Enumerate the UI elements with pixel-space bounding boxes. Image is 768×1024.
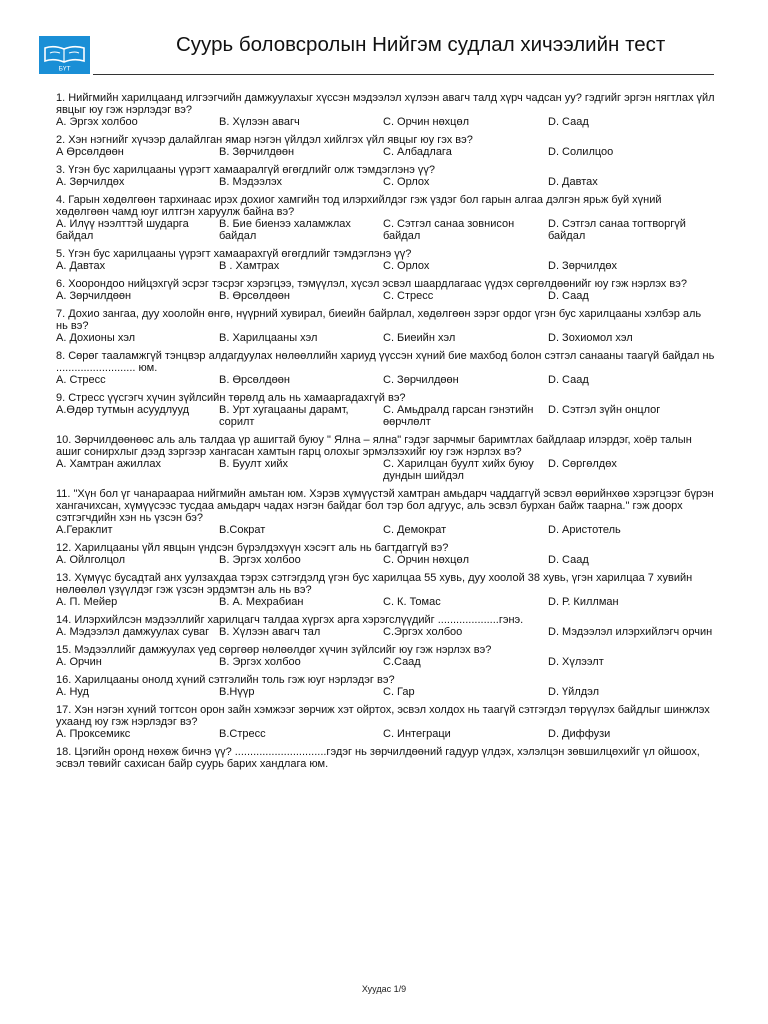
- answer-options: [56, 656, 716, 668]
- answer-option: А. Зөрчилдөх: [56, 176, 125, 188]
- page-number: Хуудас 1/9: [361, 984, 407, 994]
- answer-options: [56, 332, 716, 344]
- answer-option: А. Давтах: [56, 260, 106, 272]
- answer-option: В. Хүлээн авагч тал: [219, 626, 321, 638]
- answer-options: [56, 626, 716, 638]
- answer-option: D. Сэтгэл санаа тогтворгүй байдал: [548, 218, 686, 242]
- answer-option: С. Стресс: [383, 290, 434, 302]
- question-text: 10. Зөрчилдөөнөөс аль аль талдаа үр ашигтай буюу " Ялна – ялна" гэдэг зарчмыг баримтлах байдлаар илэрдэг, хоёр талын ашиг сонирхлыг дээд зэргээр хангасан хамтын гарц олохыг эрмэлзэхийг юу гэж нэрлэх вэ?: [56, 434, 692, 458]
- answer-option: С. Биеийн хэл: [383, 332, 456, 344]
- question-item: [56, 542, 716, 566]
- answer-option: D. Солилцоо: [548, 146, 614, 158]
- page-title: Суурь боловсролын Нийгэм судлал хичээлийн тест: [176, 33, 666, 56]
- answer-option: А. Мэдээлэл дамжуулах суваг: [56, 626, 210, 638]
- answer-option: В.Стресс: [219, 728, 266, 740]
- answer-options: [56, 596, 716, 608]
- answer-options: [56, 458, 716, 482]
- answer-option: D. Р. Киллман: [548, 596, 619, 608]
- answer-option: D. Үйлдэл: [548, 686, 600, 698]
- question-list: [56, 92, 716, 776]
- question-item: [56, 194, 716, 242]
- answer-options: [56, 146, 716, 158]
- question-item: [56, 704, 716, 740]
- question-text: 13. Хүмүүс бусадтай анх уулзахдаа тэрэх сэтгэгдэлд үгэн бус харилцаа 55 хувь, дуу хоолой 38 хувь, үгэн харилцаа 7 хувийн нөлөөлөл үзүүлдэг гэж үзсэн эрдэмтэн аль нь вэ?: [56, 572, 693, 596]
- question-item: [56, 134, 716, 158]
- answer-option: С.Саад: [383, 656, 421, 668]
- answer-option: С. Орлох: [383, 260, 430, 272]
- answer-option: А. Эргэх холбоо: [56, 116, 138, 128]
- answer-option: D. Аристотель: [548, 524, 621, 536]
- question-text: 1. Нийгмийн харилцаанд илгээгчийн дамжуулахыг хүссэн мэдээлэл хүлээн авагч талд хүрч чадсан уу? гэдгийг эргэн нягтлах үйл явцыг юу гэж нэрлэдэг вэ?: [56, 92, 715, 116]
- question-item: [56, 572, 716, 608]
- question-text: 18. Цэгийн оронд нөхөж бичнэ үү? ..............................гэдэг нь зөрчилдөөний гадуур үлдэх, хэлэлцэн зөвшилцөхийг үл ойшоох, эсвэл төвийг сахисан байр суурь барих хандлага юм.: [56, 746, 700, 770]
- answer-options: [56, 176, 716, 188]
- question-text: 3. Үгэн бус харилцааны үүрэгт хамааралгүй өгөгдлийг олж тэмдэглэнэ үү?: [56, 164, 436, 176]
- answer-option: D. Саад: [548, 554, 589, 566]
- answer-option: D. Сэтгэл зүйн онцлог: [548, 404, 661, 416]
- question-text: 4. Гарын хөдөлгөөн тархинаас ирэх дохиог хамгийн тод илэрхийлдэг гэж үздэг бол гарын алгаа дэлгэн ярьж буй хүний хөдөлгөөн чамд юуг илтгэн харуулж байна вэ?: [56, 194, 662, 218]
- answer-option: А.Өдөр тутмын асуудлууд: [56, 404, 190, 416]
- answer-option: В. Мэдээлэх: [219, 176, 283, 188]
- question-text: 8. Сөрөг тааламжгүй тэнцвэр алдагдуулах нөлөөллийн хариуд үүссэн хүний бие махбод болон сэтгэл санааны таагүй байдал нь .......................... юм.: [56, 350, 715, 374]
- answer-option: А. Хамтран ажиллах: [56, 458, 161, 470]
- answer-options: [56, 524, 716, 536]
- question-item: [56, 308, 716, 344]
- answer-options: [56, 686, 716, 698]
- answer-option: А. Илүү нээлттэй шударга байдал: [56, 218, 189, 242]
- answer-option: С. Орлох: [383, 176, 430, 188]
- question-item: [56, 644, 716, 668]
- answer-option: D. Саад: [548, 374, 589, 386]
- answer-option: D. Саад: [548, 116, 589, 128]
- answer-options: [56, 374, 716, 386]
- answer-option: В. Өрсөлдөөн: [219, 290, 290, 302]
- answer-option: В. Харилцааны хэл: [219, 332, 318, 344]
- question-text: 17. Хэн нэгэн хүний тогтсон орон зайн хэмжээг зөрчиж хэт ойртох, эсвэл холдох нь таагүй сэтгэгдэл төрүүлэх байдлыг шинжлэх ухаанд юу гэж нэрлэдэг вэ?: [56, 704, 710, 728]
- answer-option: В. Хүлээн авагч: [219, 116, 300, 128]
- answer-options: [56, 290, 716, 302]
- question-item: [56, 248, 716, 272]
- answer-option: D. Хүлээлт: [548, 656, 604, 668]
- answer-option: В. Бие биенээ халамжлах байдал: [219, 218, 351, 242]
- answer-option: С. Демократ: [383, 524, 447, 536]
- question-item: [56, 350, 716, 386]
- question-item: [56, 674, 716, 698]
- question-item: [56, 392, 716, 428]
- book-logo-icon: [39, 36, 90, 74]
- logo: [39, 36, 90, 74]
- question-item: [56, 746, 716, 770]
- answer-option: В. Эргэх холбоо: [219, 554, 301, 566]
- answer-option: В.Нүүр: [219, 686, 255, 698]
- answer-option: В. Өрсөлдөөн: [219, 374, 290, 386]
- answer-option: А. Ойлголцол: [56, 554, 126, 566]
- answer-options: [56, 728, 716, 740]
- answer-option: А. Дохионы хэл: [56, 332, 136, 344]
- answer-option: А. Зөрчилдөөн: [56, 290, 132, 302]
- header-divider: [93, 74, 714, 75]
- answer-option: D. Зохиомол хэл: [548, 332, 633, 344]
- question-text: 6. Хоорондоо нийцэхгүй эсрэг тэсрэг хэрэгцээ, тэмүүлэл, хүсэл эсвэл шаардлагаас үүдэх сөргөлдөөнийг юу гэж нэрлэх вэ?: [56, 278, 687, 290]
- answer-option: А. П. Мейер: [56, 596, 118, 608]
- answer-option: С. Сэтгэл санаа зовнисон байдал: [383, 218, 515, 242]
- question-item: [56, 488, 716, 536]
- answer-option: D. Диффузи: [548, 728, 611, 740]
- answer-option: А. Орчин: [56, 656, 102, 668]
- question-item: [56, 92, 716, 128]
- answer-option: D. Сөргөлдөх: [548, 458, 617, 470]
- answer-option: В. Урт хугацааны дарамт, сорилт: [219, 404, 349, 428]
- answer-option: С. К. Томас: [383, 596, 441, 608]
- answer-option: В. Буулт хийх: [219, 458, 288, 470]
- answer-option: D. Мэдээлэл илэрхийлэгч орчин: [548, 626, 713, 638]
- question-text: 5. Үгэн бус харилцааны үүрэгт хамаарахгүй өгөгдлийг тэмдэглэнэ үү?: [56, 248, 412, 260]
- answer-options: [56, 260, 716, 272]
- question-text: 15. Мэдээллийг дамжуулах үед сөргөөр нөлөөлдөг хүчин зүйлсийг юу гэж нэрлэх вэ?: [56, 644, 492, 656]
- answer-options: [56, 404, 716, 428]
- question-item: [56, 164, 716, 188]
- answer-option: А. Стресс: [56, 374, 106, 386]
- answer-option: С. Интеграци: [383, 728, 451, 740]
- answer-option: С. Амьдралд гарсан гэнэтийн өөрчлөлт: [383, 404, 534, 428]
- question-item: [56, 434, 716, 482]
- answer-option: С. Албадлага: [383, 146, 452, 158]
- answer-option: В. Зөрчилдөөн: [219, 146, 295, 158]
- question-text: 12. Харилцааны үйл явцын үндсэн бүрэлдэхүүн хэсэгт аль нь багтдаггүй вэ?: [56, 542, 449, 554]
- answer-options: [56, 116, 716, 128]
- answer-options: [56, 218, 716, 242]
- question-item: [56, 614, 716, 638]
- question-item: [56, 278, 716, 302]
- question-text: 11. "Хүн бол үг чанараараа нийгмийн амьтан юм. Хэрэв хүмүүстэй хамтран амьдарч чаддаггүй эсвэл өөрийнхөө хэрэгцээг бүрэн хангачихсан, хүмүүсээс тусдаа амьдарч чадах нэгэн байдаг бол тэр бол адгуус, аль эсвэл бурхан байж таарна." гэж доорх сэтгэгчдийн хэн нь үзсэн бэ?: [56, 488, 714, 524]
- answer-option: С. Орчин нөхцөл: [383, 116, 470, 128]
- answer-option: С. Зөрчилдөөн: [383, 374, 459, 386]
- answer-option: С. Гар: [383, 686, 415, 698]
- answer-option: D. Давтах: [548, 176, 598, 188]
- answer-option: В. А. Мехрабиан: [219, 596, 304, 608]
- question-text: 2. Хэн нэгнийг хүчээр далайлган ямар нэгэн үйлдэл хийлгэх үйл явцыг юу гэх вэ?: [56, 134, 473, 146]
- answer-option: В . Хамтрах: [219, 260, 280, 272]
- answer-option: А.Гераклит: [56, 524, 113, 536]
- answer-option: D. Саад: [548, 290, 589, 302]
- logo-text: БҮТ: [58, 65, 71, 73]
- answer-option: С. Харилцан буулт хийх буюу дундын шийдэл: [383, 458, 534, 482]
- answer-option: А. Нуд: [56, 686, 89, 698]
- answer-option: В.Сократ: [219, 524, 266, 536]
- answer-option: А. Проксемикс: [56, 728, 131, 740]
- question-text: 16. Харилцааны онолд хүний сэтгэлийн толь гэж юуг нэрлэдэг вэ?: [56, 674, 395, 686]
- answer-options: [56, 554, 716, 566]
- question-text: 9. Стресс үүсгэгч хүчин зүйлсийн төрөлд аль нь хамааргадахгүй вэ?: [56, 392, 406, 404]
- answer-option: С. Орчин нөхцөл: [383, 554, 470, 566]
- answer-option: D. Зөрчилдөх: [548, 260, 618, 272]
- question-text: 14. Илэрхийлсэн мэдээллийг харилцагч талдаа хүргэх арга хэрэгслүүдийг ....................гэнэ.: [56, 614, 524, 626]
- answer-option: А Өрсөлдөөн: [56, 146, 124, 158]
- question-text: 7. Дохио зангаа, дуу хоолойн өнгө, нүүрний хувирал, биеийн байрлал, хөдөлгөөн зэрэг ордог үгэн бус харилцааны хэлбэр аль нь вэ?: [56, 308, 702, 332]
- answer-option: С.Эргэх холбоо: [383, 626, 463, 638]
- answer-option: В. Эргэх холбоо: [219, 656, 301, 668]
